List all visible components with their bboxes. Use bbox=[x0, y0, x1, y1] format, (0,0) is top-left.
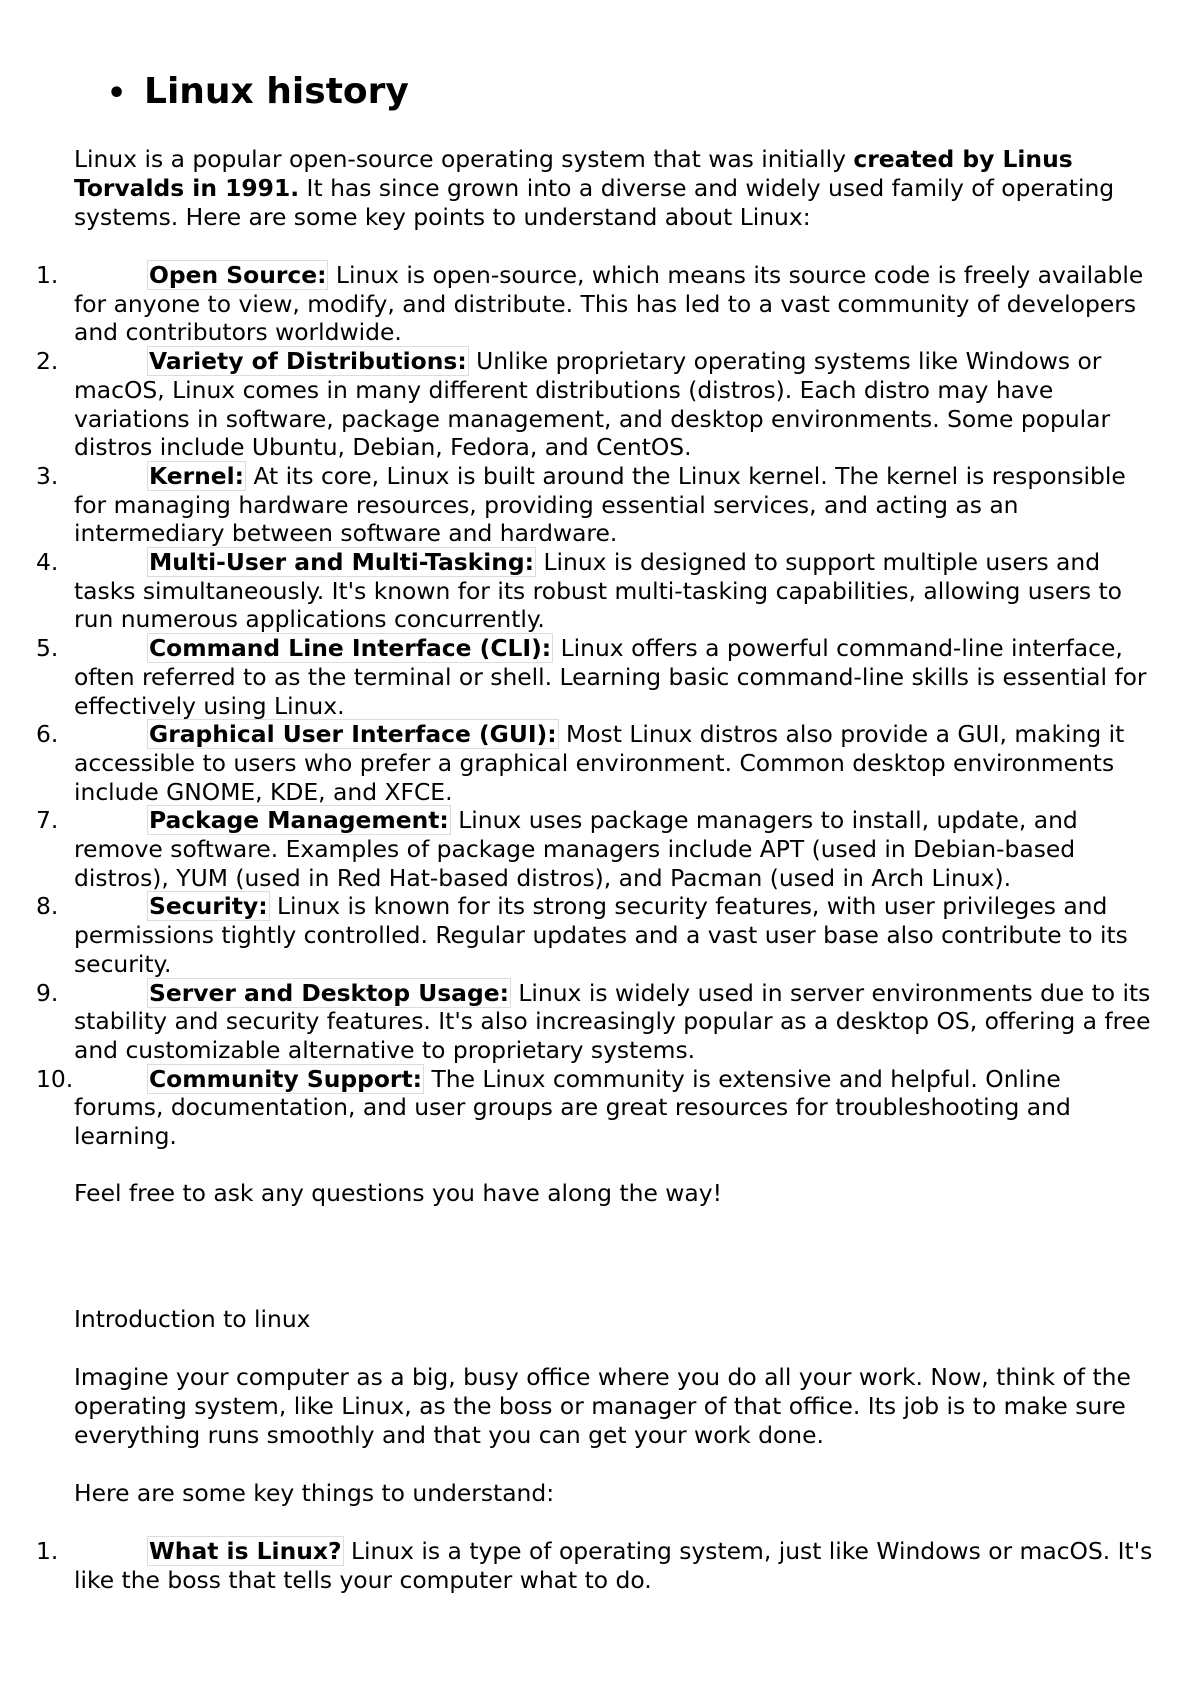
list-number: 6. bbox=[36, 720, 59, 749]
closing-line: Feel free to ask any questions you have along the way! bbox=[74, 1179, 722, 1207]
intro-text: Linux is a popular open-source operating system that was initially bbox=[74, 145, 854, 173]
list-item-term: Open Source: bbox=[149, 261, 327, 289]
list-item-text: Linux is designed to support multiple users and tasks simultaneously. It's known for its robust multi-tasking capabilities, allowing users to run numerous applications concurrently. bbox=[74, 548, 1122, 634]
list-item-text: Linux is widely used in server environments due to its stability and security features. It's also increasingly popular as a desktop OS, offering a free and customizable alternative to proprietary systems. bbox=[74, 978, 1151, 1064]
list-item bbox=[36, 892, 1154, 978]
list-item-text: At its core, Linux is built around the Linux kernel. The kernel is responsible for managing hardware resources, providing essential services, and acting as an intermediary between software and hardware. bbox=[74, 461, 1126, 548]
list-number: 5. bbox=[36, 634, 59, 663]
list-item-term: What is Linux? bbox=[149, 1537, 342, 1565]
list-item-text: Linux is a type of operating system, just like Windows or macOS. It's like the boss that tells your computer what to do. bbox=[74, 1537, 1153, 1594]
section-title: Introduction to linux bbox=[74, 1305, 311, 1333]
key-points-list bbox=[36, 261, 1154, 1151]
list-item-term: Variety of Distributions: bbox=[149, 347, 467, 376]
list-number: 1. bbox=[36, 1537, 59, 1565]
list-item bbox=[36, 548, 1154, 634]
list-item bbox=[36, 978, 1154, 1065]
list-item bbox=[36, 806, 1154, 892]
list-item bbox=[36, 1064, 1154, 1151]
list-item bbox=[36, 634, 1154, 720]
bullet-icon: • bbox=[107, 76, 127, 111]
list-item-text: Linux is open-source, which means its source code is freely available for anyone to view, modify, and distribute. This has led to a vast community of developers and contributors worldwide. bbox=[74, 261, 1144, 347]
list-number: 7. bbox=[36, 806, 59, 835]
list-number: 2. bbox=[36, 347, 59, 376]
key-things-list bbox=[36, 1537, 1154, 1594]
list-item-term: Command Line Interface (CLI): bbox=[149, 634, 552, 663]
list-item-term: Package Management: bbox=[149, 806, 449, 835]
list-item bbox=[36, 347, 1154, 462]
list-number: 9. bbox=[36, 978, 59, 1007]
list-number: 10. bbox=[36, 1064, 74, 1093]
list-item-term: Multi-User and Multi-Tasking: bbox=[149, 548, 535, 577]
list-item-text: Linux is known for its strong security features, with user privileges and permissions tightly controlled. Regular updates and a vast user base also contribute to its security. bbox=[74, 892, 1128, 978]
list-number: 1. bbox=[36, 261, 59, 289]
section-paragraph: Imagine your computer as a big, busy office where you do all your work. Now, think of the operating system, like Linux, as the boss or manager of that office. Its job is to make sure everything runs smoothly and that you can get your work done. bbox=[74, 1363, 1131, 1449]
intro-paragraph bbox=[74, 145, 1154, 232]
list-item-text: Unlike proprietary operating systems like Windows or macOS, Linux comes in many different distributions (distros). Each distro may have variations in software, package management, and desktop environments. Some popular distros include Ubuntu, Debian, Fedora, and CentOS. bbox=[74, 347, 1111, 462]
list-item-term: Server and Desktop Usage: bbox=[149, 978, 509, 1007]
list-item-text: Most Linux distros also provide a GUI, making it accessible to users who prefer a graphical environment. Common desktop environments include GNOME, KDE, and XFCE. bbox=[74, 720, 1125, 806]
list-number: 8. bbox=[36, 892, 59, 921]
section-heading bbox=[107, 68, 409, 118]
list-item bbox=[36, 261, 1154, 347]
list-item-term: Community Support: bbox=[149, 1064, 423, 1093]
list-item-text: Linux uses package managers to install, update, and remove software. Examples of package managers include APT (used in Debian-based distros), YUM (used in Red Hat-based distros), and Pacman (used in Arch Linux). bbox=[74, 806, 1078, 892]
section-lead: Here are some key things to understand: bbox=[74, 1479, 555, 1507]
list-item bbox=[36, 1537, 1154, 1594]
list-number: 4. bbox=[36, 548, 59, 577]
list-number: 3. bbox=[36, 461, 59, 490]
list-item bbox=[36, 720, 1154, 806]
list-item-text: Linux offers a powerful command-line interface, often referred to as the terminal or shell. Learning basic command-line skills is essential for effectively using Linux. bbox=[74, 634, 1147, 720]
list-item-term: Security: bbox=[149, 892, 268, 921]
list-item-term: Graphical User Interface (GUI): bbox=[149, 720, 557, 749]
heading-title: Linux history bbox=[144, 71, 409, 112]
intro-text-continued: It has since grown into a diverse and widely used family of operating systems. Here are some key points to understand about Linux: bbox=[74, 174, 1115, 231]
intro-bold-text: created by Linus Torvalds in 1991. bbox=[74, 145, 1073, 202]
list-item-term: Kernel: bbox=[149, 461, 245, 490]
list-item-text: The Linux community is extensive and helpful. Online forums, documentation, and user groups are great resources for troubleshooting and learning. bbox=[74, 1064, 1071, 1151]
list-item bbox=[36, 461, 1154, 548]
